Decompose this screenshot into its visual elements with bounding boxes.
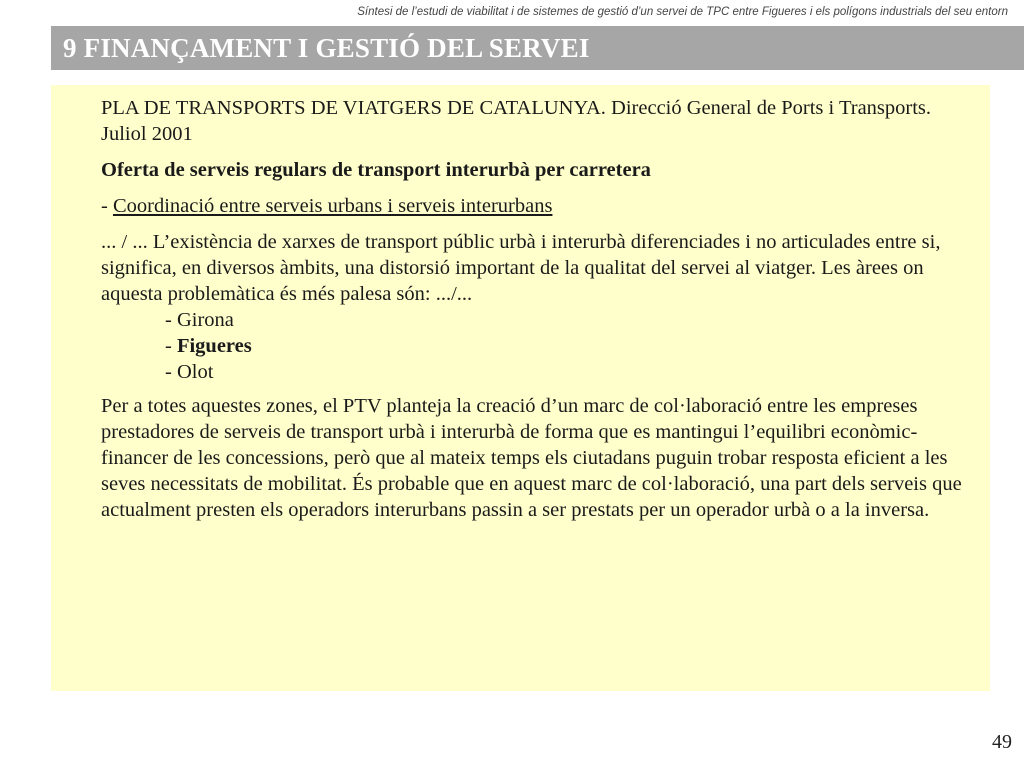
list-item-text: Olot — [176, 361, 214, 383]
final-paragraph: Per a totes aquestes zones, el PTV planteja la creació d’un marc de col·laboració entre les empreses prestadores de serveis de transport urbà i interurbà de forma que es mantingui l’equilibri econòmic-financer de les concessions, però que al mateix temps els ciutadans puguin trobar resposta eficient a les seves necessitats de mobilitat. És probable que en aquest marc de col·laboració, una part dels serveis que actualment presten els operadors interurbans passin a ser prestats per un operador urbà o a la inversa. — [101, 395, 962, 521]
page-number: 49 — [992, 731, 1012, 753]
list-item — [165, 333, 971, 359]
list-item-prefix: - — [165, 361, 177, 383]
subheading-prefix: - — [101, 195, 113, 217]
list-item-prefix: - — [165, 335, 177, 357]
list-item-text: Girona — [176, 309, 234, 331]
list-item-text: Figueres — [176, 335, 252, 357]
list-item — [165, 307, 971, 333]
slide-title: 9 FINANÇAMENT I GESTIÓ DEL SERVEI — [63, 33, 590, 63]
running-header: Síntesi de l’estudi de viabilitat i de sistemes de gestió d’un servei de TPC entre Figueres i els polígons industrials del seu entorn — [357, 6, 1008, 18]
subheading — [101, 193, 971, 219]
list-item — [165, 359, 971, 385]
list-item-prefix: - — [165, 309, 177, 331]
title-bar — [51, 26, 1024, 70]
subheading-text: Coordinació entre serveis urbans i serveis interurbans — [112, 195, 553, 217]
content-box — [51, 85, 990, 691]
city-list — [101, 307, 971, 385]
content-body — [101, 95, 971, 523]
source-citation: PLA DE TRANSPORTS DE VIATGERS DE CATALUNYA. Direcció General de Ports i Transports. Juliol 2001 — [101, 97, 932, 145]
section-heading: Oferta de serveis regulars de transport interurbà per carretera — [101, 159, 651, 181]
quote-paragraph: ... / ... L’existència de xarxes de transport públic urbà i interurbà diferenciades i no articulades entre si, significa, en diversos àmbits, una distorsió important de la qualitat del servei al viatger. Les àrees on aquesta problemàtica és més palesa són: .../... — [101, 231, 941, 305]
